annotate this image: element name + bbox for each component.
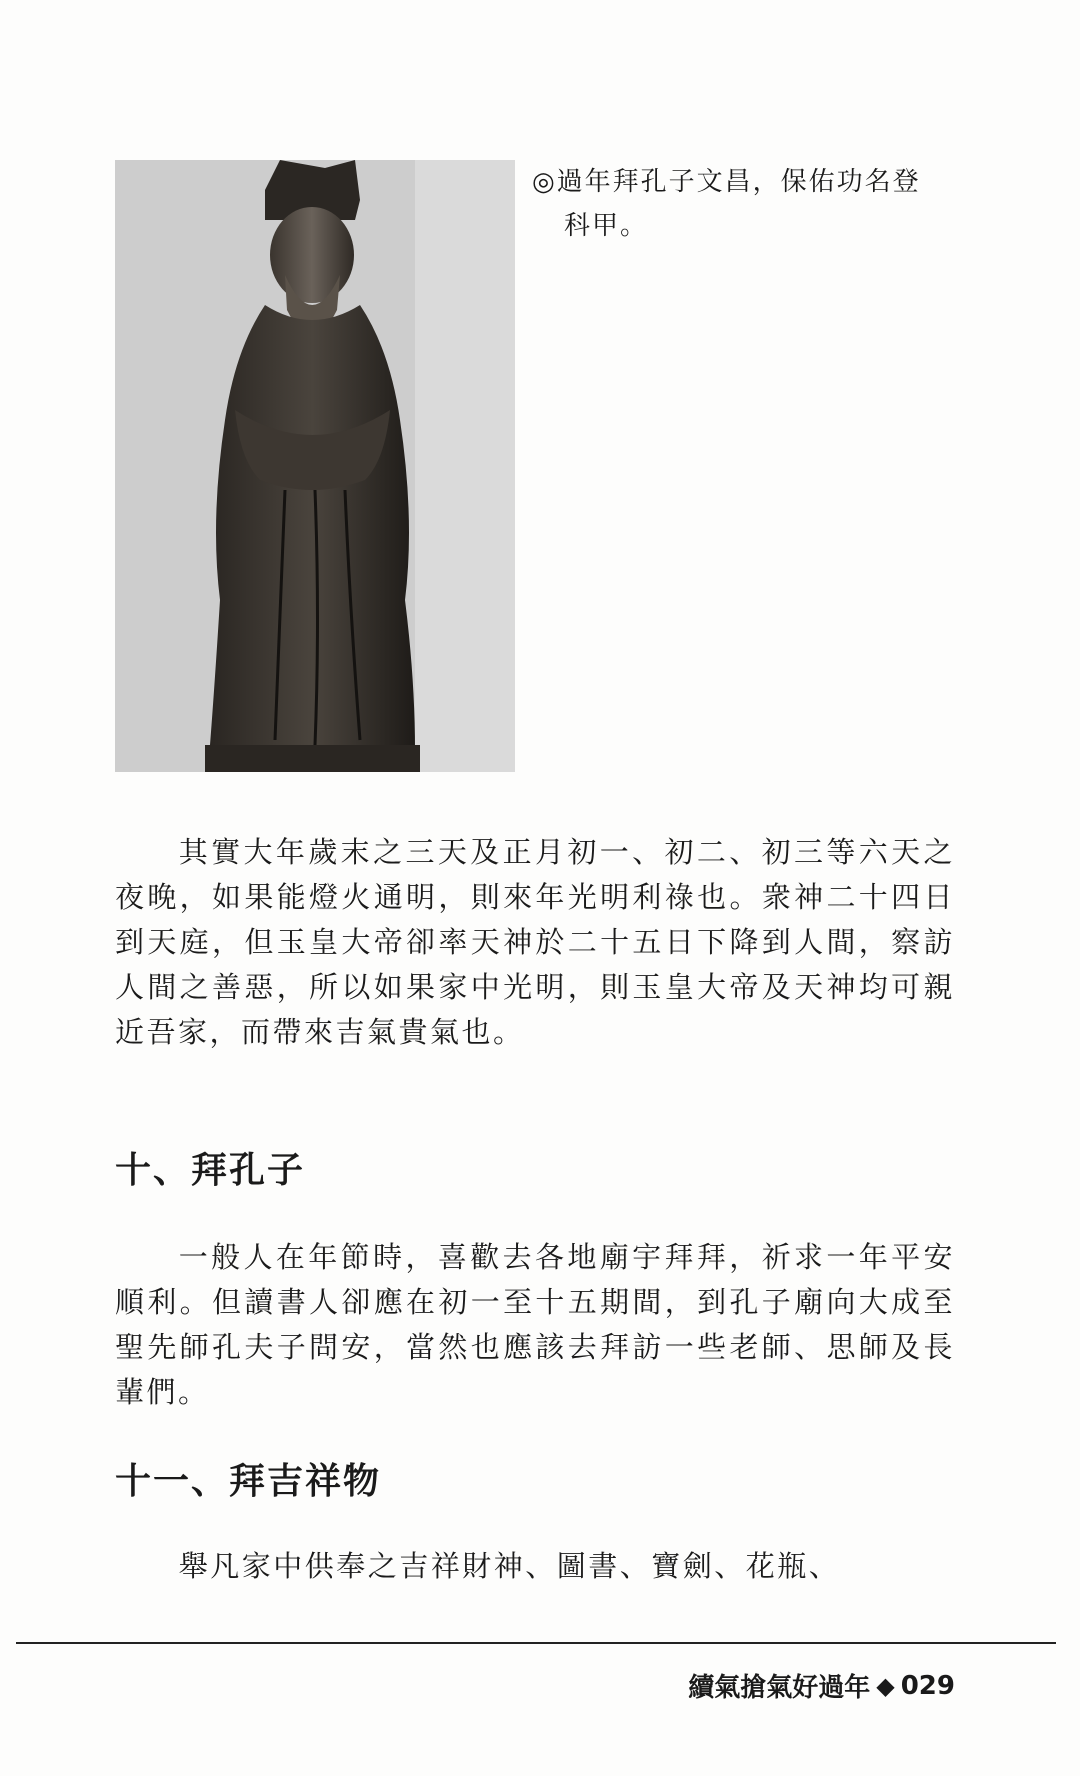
- section-heading-lucky-objects: 十一、拜吉祥物: [115, 1461, 382, 1502]
- paragraph-visit-confucius-temple: 一般人在年節時，喜歡去各地廟宇拜拜，祈求一年平安順利。但讀書人卻應在初一至十五期間，到孔子廟向大成至聖先師孔夫子問安，當然也應該去拜訪一些老師、思師及長輩們。: [115, 1240, 955, 1409]
- confucius-statue-photo: [115, 160, 515, 772]
- diamond-icon: ◆: [876, 1671, 895, 1700]
- section-heading-confucius: 十、拜孔子: [115, 1150, 306, 1191]
- caption-line-1: ◎過年拜孔子文昌，保佑功名登: [532, 167, 921, 197]
- statue-illustration: [115, 160, 515, 772]
- caption-line-2: 科甲。: [564, 211, 649, 241]
- paragraph-lucky-objects: 舉凡家中供奉之吉祥財神、圖書、寶劍、花瓶、: [178, 1549, 841, 1583]
- paragraph-lantern-nights: 其實大年歲末之三天及正月初一、初二、初三等六天之夜晚，如果能燈火通明，則來年光明利祿也。衆神二十四日到天庭，但玉皇大帝卻率天神於二十五日下降到人間，察訪人間之善惡，所以如果家中光明，則玉皇大帝及天神均可親近吾家，而帶來吉氣貴氣也。: [115, 835, 955, 1049]
- footer-rule: [16, 1642, 1056, 1644]
- photo-caption: [532, 160, 972, 248]
- book-title: 續氣搶氣好過年: [688, 1673, 871, 1703]
- page-number: 029: [900, 1670, 955, 1701]
- page-footer: [688, 1667, 955, 1704]
